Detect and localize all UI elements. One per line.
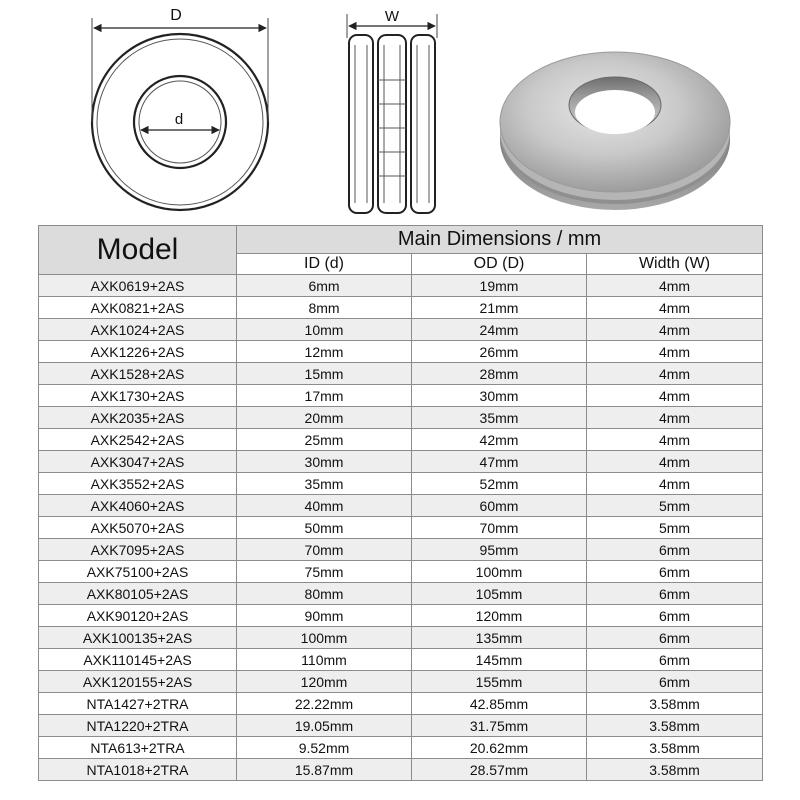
table-row <box>39 319 763 341</box>
table-row <box>39 341 763 363</box>
od-cell: 70mm <box>412 517 587 539</box>
od-cell: 47mm <box>412 451 587 473</box>
od-cell: 155mm <box>412 671 587 693</box>
table-body <box>39 275 763 781</box>
id-cell: 20mm <box>237 407 412 429</box>
width-cell: 4mm <box>587 385 763 407</box>
model-cell: AXK120155+2AS <box>39 671 237 693</box>
table-row <box>39 517 763 539</box>
model-cell: NTA1220+2TRA <box>39 715 237 737</box>
od-cell: 31.75mm <box>412 715 587 737</box>
id-cell: 8mm <box>237 297 412 319</box>
table-row <box>39 649 763 671</box>
id-cell: 100mm <box>237 627 412 649</box>
table-row <box>39 275 763 297</box>
table-row <box>39 605 763 627</box>
id-cell: 40mm <box>237 495 412 517</box>
od-cell: 26mm <box>412 341 587 363</box>
width-cell: 6mm <box>587 627 763 649</box>
width-cell: 3.58mm <box>587 737 763 759</box>
id-cell: 50mm <box>237 517 412 539</box>
model-cell: AXK0821+2AS <box>39 297 237 319</box>
width-cell: 4mm <box>587 407 763 429</box>
table-row <box>39 759 763 781</box>
model-cell: AXK100135+2AS <box>39 627 237 649</box>
od-cell: 105mm <box>412 583 587 605</box>
id-column-header: ID (d) <box>237 254 412 275</box>
main-dimensions-header: Main Dimensions / mm <box>237 226 763 254</box>
bearing-side-view-icon <box>347 14 437 213</box>
od-cell: 42.85mm <box>412 693 587 715</box>
width-cell: 4mm <box>587 473 763 495</box>
width-cell: 5mm <box>587 495 763 517</box>
model-cell: AXK1528+2AS <box>39 363 237 385</box>
id-cell: 19.05mm <box>237 715 412 737</box>
table-row <box>39 737 763 759</box>
od-cell: 100mm <box>412 561 587 583</box>
width-cell: 6mm <box>587 539 763 561</box>
table-row <box>39 429 763 451</box>
model-cell: AXK110145+2AS <box>39 649 237 671</box>
model-cell: AXK75100+2AS <box>39 561 237 583</box>
od-cell: 20.62mm <box>412 737 587 759</box>
id-cell: 10mm <box>237 319 412 341</box>
model-cell: NTA613+2TRA <box>39 737 237 759</box>
od-cell: 35mm <box>412 407 587 429</box>
od-cell: 120mm <box>412 605 587 627</box>
id-cell: 70mm <box>237 539 412 561</box>
model-cell: NTA1427+2TRA <box>39 693 237 715</box>
table-row <box>39 451 763 473</box>
width-cell: 3.58mm <box>587 715 763 737</box>
width-cell: 4mm <box>587 297 763 319</box>
od-cell: 30mm <box>412 385 587 407</box>
id-cell: 80mm <box>237 583 412 605</box>
od-cell: 21mm <box>412 297 587 319</box>
table-row <box>39 561 763 583</box>
table-row <box>39 693 763 715</box>
id-cell: 30mm <box>237 451 412 473</box>
od-cell: 42mm <box>412 429 587 451</box>
od-cell: 95mm <box>412 539 587 561</box>
od-cell: 135mm <box>412 627 587 649</box>
id-cell: 6mm <box>237 275 412 297</box>
table-row <box>39 297 763 319</box>
table-row <box>39 715 763 737</box>
id-cell: 75mm <box>237 561 412 583</box>
table-row <box>39 385 763 407</box>
id-cell: 12mm <box>237 341 412 363</box>
id-cell: 15.87mm <box>237 759 412 781</box>
id-cell: 120mm <box>237 671 412 693</box>
table-row <box>39 495 763 517</box>
od-column-header: OD (D) <box>412 254 587 275</box>
width-cell: 4mm <box>587 319 763 341</box>
model-cell: AXK3047+2AS <box>39 451 237 473</box>
table-row <box>39 539 763 561</box>
width-cell: 6mm <box>587 605 763 627</box>
model-cell: AXK1730+2AS <box>39 385 237 407</box>
id-cell: 9.52mm <box>237 737 412 759</box>
width-cell: 6mm <box>587 561 763 583</box>
od-cell: 60mm <box>412 495 587 517</box>
table-row <box>39 583 763 605</box>
id-cell: 110mm <box>237 649 412 671</box>
width-cell: 4mm <box>587 363 763 385</box>
width-cell: 3.58mm <box>587 759 763 781</box>
model-cell: AXK5070+2AS <box>39 517 237 539</box>
width-cell: 5mm <box>587 517 763 539</box>
thrust-bearing-photo-icon <box>500 52 730 210</box>
table-row <box>39 627 763 649</box>
id-cell: 90mm <box>237 605 412 627</box>
table-row <box>39 671 763 693</box>
table-row <box>39 363 763 385</box>
id-cell: 35mm <box>237 473 412 495</box>
table-row <box>39 407 763 429</box>
od-cell: 24mm <box>412 319 587 341</box>
width-cell: 4mm <box>587 451 763 473</box>
bearing-drawings <box>0 0 800 222</box>
model-cell: AXK90120+2AS <box>39 605 237 627</box>
width-cell: 4mm <box>587 275 763 297</box>
id-cell: 25mm <box>237 429 412 451</box>
model-cell: AXK7095+2AS <box>39 539 237 561</box>
bearing-figure <box>0 0 800 222</box>
od-cell: 28.57mm <box>412 759 587 781</box>
model-cell: AXK2542+2AS <box>39 429 237 451</box>
model-cell: AXK2035+2AS <box>39 407 237 429</box>
model-cell: AXK4060+2AS <box>39 495 237 517</box>
width-cell: 6mm <box>587 583 763 605</box>
outer-diameter-label: D <box>170 7 182 24</box>
od-cell: 145mm <box>412 649 587 671</box>
model-cell: AXK0619+2AS <box>39 275 237 297</box>
model-header: Model <box>39 226 237 275</box>
width-cell: 4mm <box>587 429 763 451</box>
model-cell: AXK3552+2AS <box>39 473 237 495</box>
od-cell: 19mm <box>412 275 587 297</box>
od-cell: 28mm <box>412 363 587 385</box>
inner-diameter-label: d <box>174 111 184 128</box>
dimensions-table <box>38 225 763 781</box>
table-row <box>39 473 763 495</box>
model-cell: AXK1226+2AS <box>39 341 237 363</box>
width-cell: 6mm <box>587 671 763 693</box>
id-cell: 17mm <box>237 385 412 407</box>
model-cell: AXK80105+2AS <box>39 583 237 605</box>
od-cell: 52mm <box>412 473 587 495</box>
width-column-header: Width (W) <box>587 254 763 275</box>
width-cell: 6mm <box>587 649 763 671</box>
id-cell: 15mm <box>237 363 412 385</box>
width-label: W <box>384 8 400 25</box>
model-cell: AXK1024+2AS <box>39 319 237 341</box>
width-cell: 4mm <box>587 341 763 363</box>
width-cell: 3.58mm <box>587 693 763 715</box>
id-cell: 22.22mm <box>237 693 412 715</box>
model-cell: NTA1018+2TRA <box>39 759 237 781</box>
